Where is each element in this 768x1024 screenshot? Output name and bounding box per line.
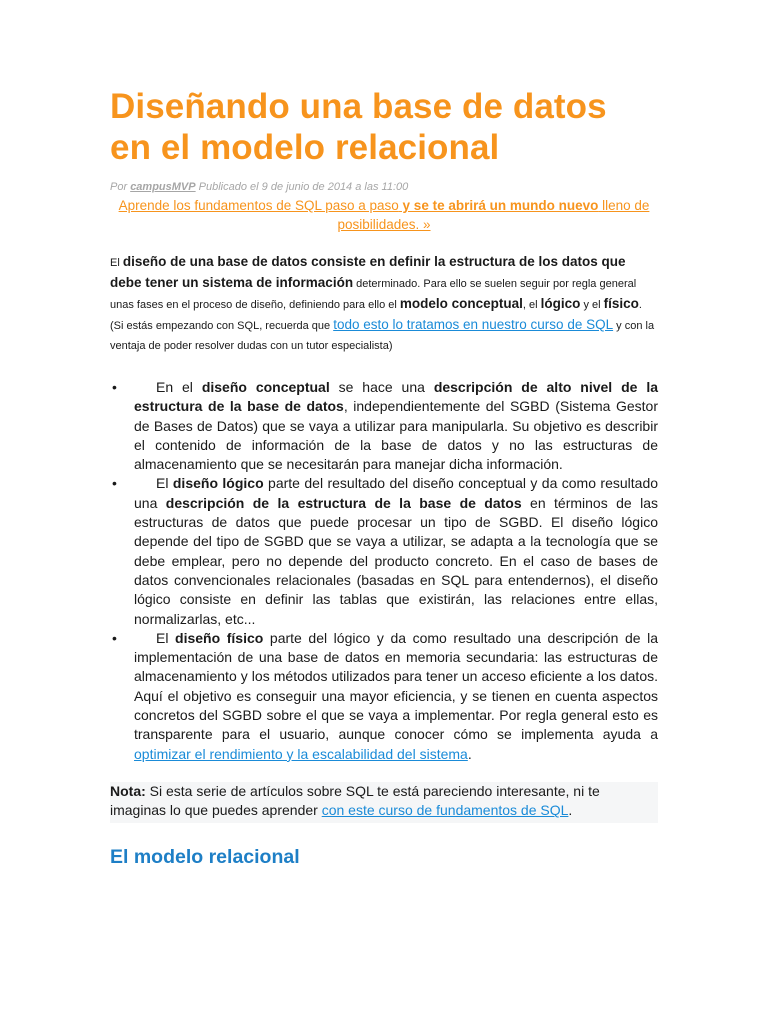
intro-bold-definition: diseño de una base de datos consiste en definir la estructura de los datos que debe tener un sistema de información	[110, 254, 626, 290]
bullet-icon: •	[112, 379, 117, 395]
note-box	[110, 782, 658, 823]
logico-text-3: en términos de las estructuras de datos que puede procesar un tipo de SGBD. El diseño lógico depende del tipo de SGBD que se vaya a utilizar, se adapta a la tecnología que se debe emplear, pero no depende del producto concreto. En el caso de bases de datos convencionales relacionales (basadas en SQL para entendernos), el diseño lógico consiste en definir las tablas que existirán, las relaciones entre ellas, normalizarlas, etc...	[134, 494, 658, 627]
intro-bold-fisico: físico	[603, 296, 639, 311]
article-meta	[110, 181, 658, 194]
logico-text-2: parte del resultado del diseño conceptual y da como resultado una	[134, 475, 659, 511]
meta-published: Publicado el 9 de junio de 2014 a las 11:00	[195, 181, 409, 193]
design-phases-list	[110, 378, 658, 764]
intro-text-4: y el	[580, 299, 604, 311]
note-end: .	[568, 802, 573, 819]
conceptual-bold-2: descripción de alto nivel de la estructura de la base de datos	[134, 379, 658, 415]
fisico-text-3: .	[467, 745, 472, 762]
promo-link[interactable]	[119, 198, 650, 232]
section-title: El modelo relacional	[110, 845, 300, 868]
conceptual-bold-1: diseño conceptual	[201, 379, 330, 395]
list-item-conceptual	[110, 378, 658, 474]
article-title-line2: en el modelo relacional	[110, 128, 500, 167]
promo-part1: Aprende los fundamentos de SQL paso a paso	[118, 198, 399, 213]
conceptual-text-3: , independientemente del SGBD (Sistema Gestor de Bases de Datos) que se vaya a utilizar para manipularla. Su objetivo es describir el contenido de información de la base de datos y no las estructuras de almacenamiento que se necesitarán para manejar dicha información.	[134, 398, 658, 473]
intro-text-3: , el	[522, 299, 541, 311]
article-title	[110, 86, 658, 168]
logico-text-1: El	[156, 475, 173, 492]
note-course-link[interactable]: con este curso de fundamentos de SQL	[321, 802, 569, 819]
note-text: Si esta serie de artículos sobre SQL te está pareciendo interesante, ni te imaginas lo que puedes aprender	[110, 782, 600, 819]
article-title-line1: Diseñando una base de datos	[110, 87, 607, 126]
conceptual-text-2: se hace una	[329, 379, 434, 395]
note-label: Nota:	[110, 782, 146, 799]
bullet-icon: •	[112, 475, 117, 492]
promo-part2: y se te abrirá un mundo nuevo	[398, 198, 599, 213]
bullet-icon: •	[112, 629, 117, 646]
logico-bold-2: descripción de la estructura de la base de datos	[165, 494, 522, 511]
fisico-text-1: El	[156, 629, 176, 646]
article	[110, 86, 658, 869]
fisico-text-2: parte del lógico y da como resultado una descripción de la implementación de una base de datos en memoria secundaria: las estructuras de almacenamiento y los métodos utilizados para tener un acceso eficiente a los datos. Aquí el objetivo es conseguir una mayor eficiencia, y se tienen en cuenta aspectos concretos del SGBD sobre el que se vaya a implementar. Por regla general esto es transparente para el usuario, aunque conocer cómo se implementa ayuda a	[134, 629, 659, 743]
conceptual-text-1: En el	[156, 379, 202, 395]
intro-bold-logico: lógico	[540, 296, 581, 311]
author-link[interactable]: campusMVP	[130, 181, 196, 193]
intro-paragraph	[110, 252, 658, 356]
intro-text-2: determinado. Para ello se suelen seguir por regla general unas fases en el proceso de diseño, definiendo para ello el	[110, 278, 637, 311]
optimization-link[interactable]: optimizar el rendimiento y la escalabilidad del sistema	[134, 745, 468, 762]
list-item-fisico	[110, 629, 658, 764]
meta-prefix: Por	[110, 181, 131, 193]
promo-part3: lleno de posibilidades. »	[337, 198, 650, 232]
promo-banner	[110, 196, 658, 234]
intro-text-5: . (Si estás empezando con SQL, recuerda que	[110, 299, 642, 332]
intro-bold-conceptual: modelo conceptual	[399, 296, 523, 311]
intro-text-6: y con la ventaja de poder resolver dudas con un tutor especialista)	[110, 320, 655, 352]
list-item-logico	[110, 474, 658, 628]
logico-bold-1: diseño lógico	[172, 475, 264, 492]
fisico-bold-1: diseño físico	[175, 629, 264, 646]
intro-text-1: El	[110, 257, 123, 269]
intro-course-link[interactable]: todo esto lo tratamos en nuestro curso de SQL	[333, 317, 614, 332]
